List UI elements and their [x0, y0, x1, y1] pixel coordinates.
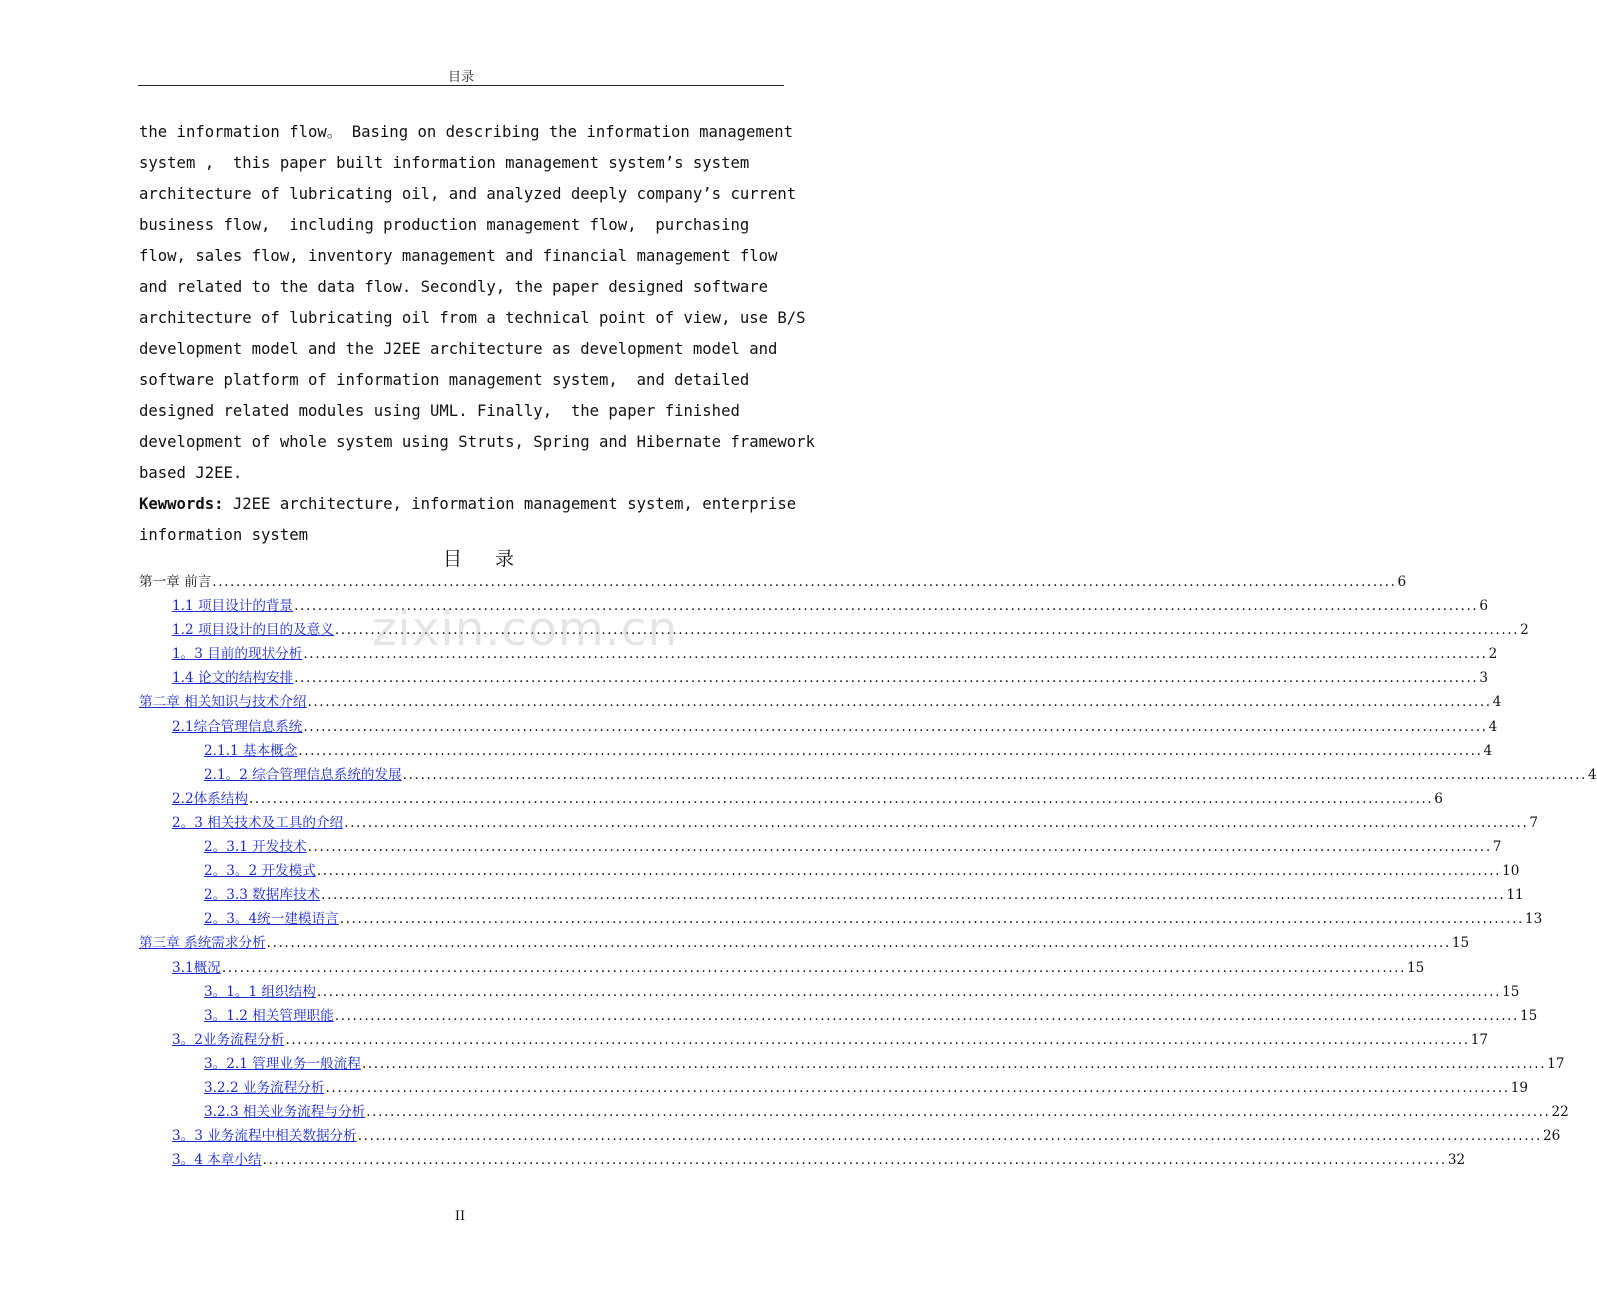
toc-entry-label[interactable]: 3。2业务流程分析	[172, 1031, 285, 1048]
abstract-line: system , this paper built information management system’s system	[139, 154, 750, 172]
toc-entry[interactable]	[139, 1004, 1538, 1028]
toc-entry-page: 10	[1502, 863, 1520, 880]
toc-leader-dots: ........................................................................................................................................................................................................	[366, 1104, 1551, 1121]
toc-entry-page: 17	[1547, 1055, 1565, 1072]
toc-entry-label[interactable]: 3。1.2 相关管理职能	[204, 1007, 334, 1024]
toc-leader-dots: ........................................................................................................................................................................................................	[294, 598, 1479, 615]
toc-leader-dots: ........................................................................................................................................................................................................	[298, 742, 1483, 759]
toc-leader-dots: ........................................................................................................................................................................................................	[303, 718, 1488, 735]
toc-entry[interactable]	[139, 811, 1539, 835]
abstract-line: business flow, including production management flow, purchasing	[139, 216, 750, 234]
toc-entry[interactable]	[139, 715, 1498, 739]
toc-title-b: 录	[495, 548, 516, 570]
toc-entry-label[interactable]: 2。3.3 数据库技术	[204, 887, 321, 904]
abstract-lines	[139, 117, 819, 489]
toc-entry[interactable]	[139, 1052, 1565, 1076]
toc-leader-dots: ........................................................................................................................................................................................................	[285, 1031, 1470, 1048]
toc-entry[interactable]	[139, 835, 1502, 859]
table-of-contents	[139, 570, 1597, 1172]
abstract-line: architecture of lubricating oil, and analyzed deeply company’s current	[139, 185, 797, 203]
keywords-line	[139, 489, 819, 520]
toc-leader-dots: ........................................................................................................................................................................................................	[307, 839, 1492, 856]
toc-entry[interactable]	[139, 859, 1520, 883]
toc-entry[interactable]	[139, 739, 1493, 763]
toc-leader-dots: ........................................................................................................................................................................................................	[316, 983, 1502, 1000]
keywords-line-2: information system	[139, 526, 308, 544]
toc-entry-page: 13	[1524, 911, 1543, 928]
toc-entry[interactable]	[139, 1100, 1569, 1124]
toc-leader-dots: ........................................................................................................................................................................................................	[361, 1055, 1547, 1072]
abstract-line: flow, sales flow, inventory management and financial management flow	[139, 247, 778, 265]
toc-entry-label: 第一章 前言	[139, 574, 212, 590]
toc-entry-page: 11	[1506, 887, 1524, 904]
toc-leader-dots: ........................................................................................................................................................................................................	[266, 935, 1451, 952]
abstract-line: architecture of lubricating oil from a technical point of view, use B/S	[139, 309, 806, 327]
toc-entry-label[interactable]: 2。3。4统一建模语言	[204, 911, 339, 928]
toc-entry-page: 32	[1447, 1152, 1466, 1169]
toc-leader-dots: ........................................................................................................................................................................................................	[334, 1007, 1519, 1024]
toc-entry-label[interactable]: 2。3.1 开发技术	[204, 839, 307, 856]
toc-entry[interactable]	[139, 956, 1425, 980]
toc-leader-dots: ........................................................................................................................................................................................................	[262, 1152, 1447, 1169]
toc-entry[interactable]	[139, 1148, 1466, 1172]
toc-entry-label[interactable]: 3。3 业务流程中相关数据分析	[172, 1128, 357, 1145]
toc-entry-page: 2	[1488, 646, 1498, 663]
toc-entry-page: 17	[1470, 1031, 1488, 1048]
toc-entry[interactable]	[139, 931, 1470, 955]
abstract-line: software platform of information management system, and detailed	[139, 371, 750, 389]
toc-entry-page: 15	[1502, 983, 1520, 1000]
toc-entry-label[interactable]: 3.2.3 相关业务流程与分析	[204, 1104, 366, 1121]
toc-entry-label[interactable]: 3。2.1 管理业务一般流程	[204, 1055, 361, 1072]
toc-leader-dots: ........................................................................................................................................................................................................	[325, 1079, 1510, 1096]
toc-entry-page: 4	[1488, 718, 1498, 735]
toc-entry-label[interactable]: 3.2.2 业务流程分析	[204, 1079, 325, 1096]
toc-leader-dots: ........................................................................................................................................................................................................	[303, 646, 1488, 663]
abstract-line: designed related modules using UML. Finally, the paper finished	[139, 402, 740, 420]
toc-entry-page: 4	[1587, 766, 1597, 783]
toc-entry-page: 15	[1519, 1007, 1538, 1024]
toc-entry-label[interactable]: 1.1 项目设计的背景	[172, 598, 294, 615]
toc-title	[139, 544, 819, 571]
toc-entry-label[interactable]: 3。1。1 组织结构	[204, 983, 316, 1000]
toc-entry-page: 6	[1397, 574, 1407, 590]
toc-entry-label[interactable]: 2.1综合管理信息系统	[172, 718, 303, 735]
toc-entry-label[interactable]: 2.1.1 基本概念	[204, 742, 298, 759]
abstract-line: the information flow。 Basing on describing the information management	[139, 123, 793, 141]
keywords-label: Kewwords:	[139, 495, 224, 513]
toc-title-a: 目	[442, 548, 463, 570]
toc-entry-page: 19	[1510, 1079, 1529, 1096]
page-header: 目录	[447, 70, 474, 85]
abstract-line: and related to the data flow. Secondly, the paper designed software	[139, 278, 769, 296]
toc-entry[interactable]	[139, 787, 1443, 811]
watermark: zixin.com.cn	[372, 602, 679, 657]
abstract-line: based J2EE.	[139, 464, 243, 482]
keywords-text: J2EE architecture, information management system, enterprise	[223, 495, 797, 513]
abstract-line: development model and the J2EE architecture as development model and	[139, 340, 778, 358]
toc-entry-page: 4	[1483, 742, 1493, 759]
toc-entry-label[interactable]: 2。3 相关技术及工具的介绍	[172, 814, 344, 831]
toc-entry-page: 15	[1451, 935, 1470, 952]
toc-entry-page: 4	[1492, 694, 1502, 711]
toc-entry-label[interactable]: 1.2 项目设计的目的及意义	[172, 622, 334, 639]
toc-entry[interactable]	[139, 883, 1524, 907]
toc-leader-dots: ........................................................................................................................................................................................................	[402, 766, 1587, 783]
toc-leader-dots: ........................................................................................................................................................................................................	[249, 790, 1434, 807]
toc-entry[interactable]	[139, 907, 1543, 931]
toc-entry-page: 6	[1479, 598, 1488, 615]
toc-entry-page: 26	[1542, 1128, 1561, 1145]
abstract-text	[139, 117, 819, 551]
toc-leader-dots: ........................................................................................................................................................................................................	[221, 959, 1407, 976]
toc-leader-dots: ........................................................................................................................................................................................................	[316, 863, 1502, 880]
header-rule	[138, 85, 784, 86]
toc-leader-dots: ........................................................................................................................................................................................................	[334, 622, 1520, 639]
toc-entry-label[interactable]: 2。3。2 开发模式	[204, 863, 316, 880]
toc-entry[interactable]	[139, 690, 1502, 714]
abstract-line: development of whole system using Struts, Spring and Hibernate framework	[139, 433, 815, 451]
toc-leader-dots: ........................................................................................................................................................................................................	[339, 911, 1524, 928]
toc-leader-dots: ........................................................................................................................................................................................................	[307, 694, 1492, 711]
toc-entry-page: 6	[1434, 790, 1443, 807]
page-number: II	[454, 1209, 466, 1224]
toc-entry-page: 2	[1520, 622, 1529, 639]
toc-leader-dots: ........................................................................................................................................................................................................	[294, 670, 1479, 687]
toc-entry-label[interactable]: 第三章 系统需求分析	[139, 935, 266, 952]
toc-entry[interactable]	[139, 980, 1520, 1004]
toc-leader-dots: ........................................................................................................................................................................................................	[344, 814, 1529, 831]
toc-leader-dots: ........................................................................................................................................................................................................	[357, 1128, 1542, 1145]
toc-entry-label[interactable]: 3.1概况	[172, 959, 221, 976]
toc-entry-page: 7	[1492, 839, 1502, 856]
toc-entry-page: 7	[1529, 814, 1539, 831]
toc-entry-page: 15	[1407, 959, 1425, 976]
toc-entry[interactable]	[139, 1028, 1488, 1052]
toc-entry-label[interactable]: 2.1。2 综合管理信息系统的发展	[204, 766, 402, 783]
toc-entry-page: 3	[1479, 670, 1488, 687]
toc-entry-page: 22	[1551, 1104, 1569, 1121]
toc-entry	[139, 570, 1407, 594]
toc-leader-dots: ........................................................................................................................................................................................................	[321, 887, 1506, 904]
toc-entry[interactable]	[139, 763, 1597, 787]
toc-entry-label[interactable]: 1。3 目前的现状分析	[172, 646, 303, 663]
toc-entry[interactable]	[139, 1124, 1561, 1148]
toc-entry-label[interactable]: 1.4 论文的结构安排	[172, 670, 294, 687]
toc-entry[interactable]	[139, 666, 1488, 690]
toc-entry-label[interactable]: 3。4 本章小结	[172, 1152, 262, 1169]
toc-entry-label[interactable]: 第二章 相关知识与技术介绍	[139, 694, 307, 711]
toc-leader-dots: ........................................................................................................................................................................................................	[212, 574, 1397, 590]
toc-entry[interactable]	[139, 1076, 1529, 1100]
toc-entry-label[interactable]: 2.2体系结构	[172, 790, 248, 807]
